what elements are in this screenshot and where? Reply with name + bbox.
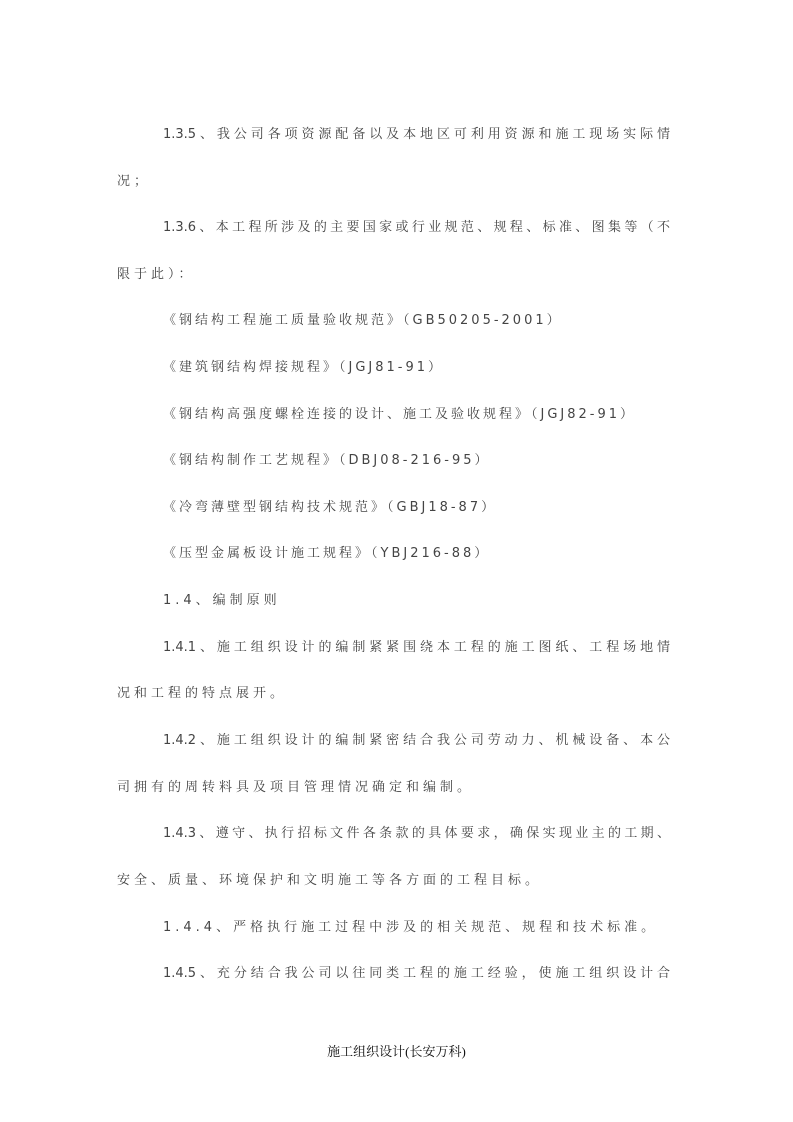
clause-1-4-2-line-1: 1.4.2、施工组织设计的编制紧密结合我公司劳动力、机械设备、本公 <box>163 733 670 748</box>
page-footer: 施工组织设计(长安万科) <box>327 1044 466 1059</box>
clause-1-3-5-line-2: 况； <box>117 174 152 189</box>
standard-item: 《钢结构高强度螺栓连接的设计、施工及验收规程》（JGJ82-91） <box>163 407 637 422</box>
clause-1-4-2-line-2: 司拥有的周转料具及项目管理情况确定和编制。 <box>117 780 475 795</box>
section-heading-1-4: 1.4、编制原则 <box>163 593 281 608</box>
standard-item: 《钢结构制作工艺规程》（DBJ08-216-95） <box>163 453 491 468</box>
standard-item: 《建筑钢结构焊接规程》（JGJ81-91） <box>163 360 445 375</box>
standard-item: 《压型金属板设计施工规程》（YBJ216-88） <box>163 546 491 561</box>
clause-1-4-5-line-1: 1.4.5、充分结合我公司以往同类工程的施工经验，使施工组织设计合 <box>163 966 670 981</box>
clause-1-4-1-line-2: 况和工程的特点展开。 <box>117 686 288 701</box>
clause-1-4-1-line-1: 1.4.1、施工组织设计的编制紧紧围绕本工程的施工图纸、工程场地情 <box>163 640 670 655</box>
clause-1-3-6-line-2: 限于此）： <box>117 267 196 282</box>
clause-1-3-6-line-1: 1.3.6、本工程所涉及的主要国家或行业规范、规程、标准、图集等（不 <box>163 220 670 235</box>
clause-1-4-4: 1.4.4、严格执行施工过程中涉及的相关规范、规程和技术标准。 <box>163 920 659 935</box>
clause-1-4-3-line-1: 1.4.3、遵守、执行招标文件各条款的具体要求，确保实现业主的工期、 <box>163 826 670 841</box>
clause-1-4-3-line-2: 安全、质量、环境保护和文明施工等各方面的工程目标。 <box>117 873 543 888</box>
standard-item: 《钢结构工程施工质量验收规范》（GB50205-2001） <box>163 313 563 328</box>
standard-item: 《冷弯薄壁型钢结构技术规范》（GBJ18-87） <box>163 500 498 515</box>
clause-1-3-5-line-1: 1.3.5、我公司各项资源配备以及本地区可利用资源和施工现场实际情 <box>163 127 670 142</box>
